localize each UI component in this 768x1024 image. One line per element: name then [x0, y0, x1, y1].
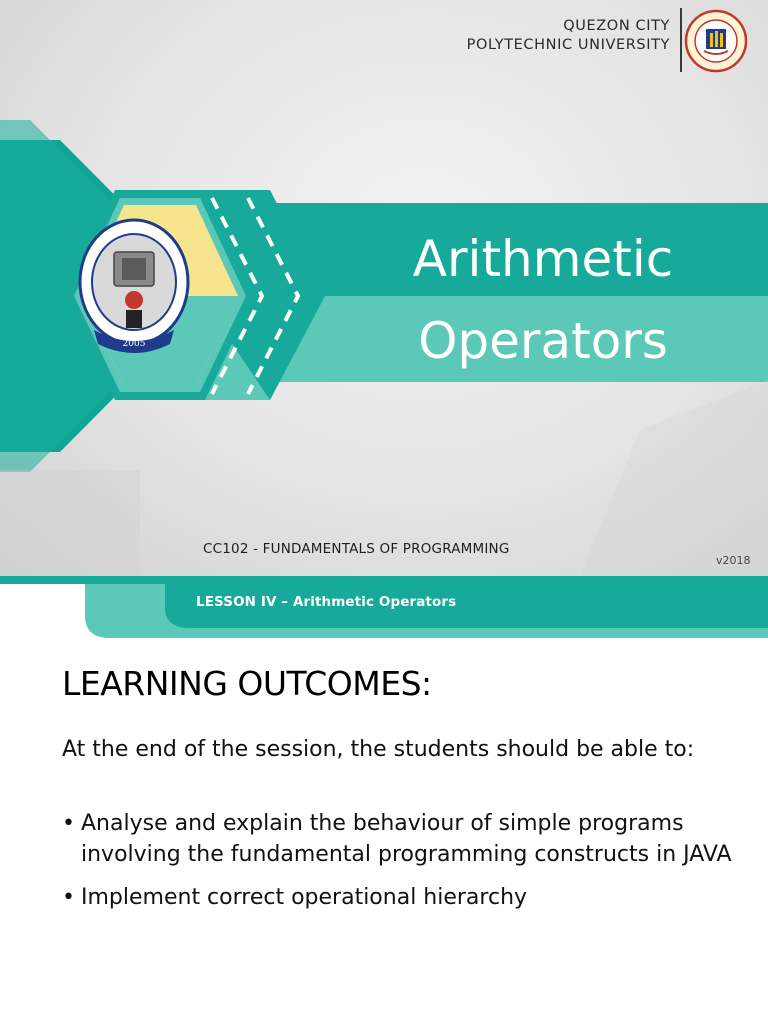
university-name-line2: POLYTECHNIC UNIVERSITY: [466, 37, 670, 53]
slide-title-line2: Operators: [418, 312, 668, 370]
lesson-label: LESSON IV – Arithmetic Operators: [196, 594, 457, 610]
outcome-text: Implement correct operational hierarchy: [81, 885, 528, 910]
university-seal-icon: [684, 9, 748, 73]
outcomes-heading: LEARNING OUTCOMES:: [62, 664, 432, 703]
list-item: [62, 808, 742, 870]
list-item: [62, 882, 742, 913]
course-name: CC102 - FUNDAMENTALS OF PROGRAMMING: [203, 541, 510, 557]
bsit-emblem-icon: [74, 212, 194, 372]
slide-title: [370, 218, 716, 382]
version-label: v2018: [716, 554, 751, 567]
outcome-text: Analyse and explain the behaviour of simple programs involving the fundamental programming constructs in JAVA: [81, 811, 732, 867]
svg-text:2005: 2005: [122, 339, 146, 349]
university-name-line1: QUEZON CITY: [563, 18, 670, 34]
outcomes-list: [62, 808, 742, 925]
slide-title-line1: Arithmetic: [412, 230, 674, 288]
bullet-icon: •: [62, 885, 75, 910]
outcomes-intro: At the end of the session, the students should be able to:: [62, 737, 695, 762]
bullet-icon: •: [62, 811, 75, 836]
university-name: [467, 17, 670, 55]
header-divider: [680, 8, 682, 72]
